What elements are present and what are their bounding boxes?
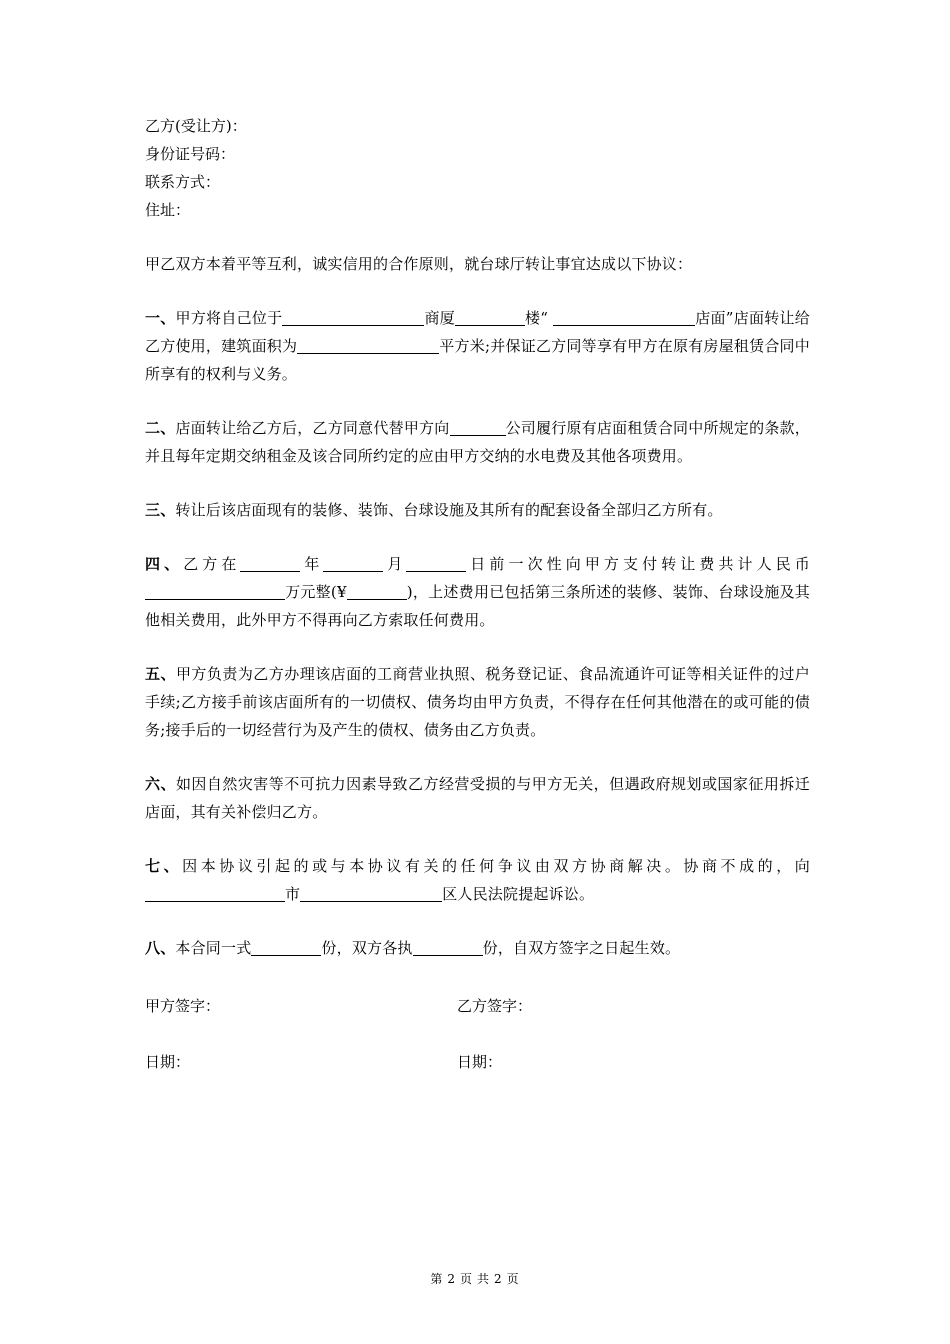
blank-shop-name <box>553 307 695 326</box>
party-b-contact-label: 联系方式： <box>145 173 221 191</box>
page-footer <box>0 1270 950 1287</box>
blank-location <box>282 307 424 326</box>
clause-text: 年 <box>300 555 324 573</box>
clause-text: 万元整(¥ <box>285 583 347 601</box>
clause-text: 乙方在 <box>183 555 241 573</box>
clause-text: 区人民法院提起诉讼。 <box>442 885 595 903</box>
date-row <box>145 1052 810 1072</box>
total-pages-number: 2 <box>494 1272 503 1286</box>
clause-text: 商厦 <box>424 309 455 327</box>
footer-text: 页 <box>506 1272 520 1286</box>
blank-year <box>240 553 300 572</box>
clause-text: 月 <box>383 555 407 573</box>
document-body <box>145 116 810 1072</box>
clause-text: 甲方负责为乙方办理该店面的工商营业执照、税务登记证、食品流通许可证等相关证件的过户手续;乙方接手前该店面所有的一切债权、债务均由甲方负责，不得存在任何其他潜在的或可能的债务;接手后的一切经营行为及产生的债权、债务由乙方负责。 <box>145 665 810 739</box>
clause-text: 楼“ <box>524 309 554 327</box>
footer-text: 页 <box>459 1272 473 1286</box>
blank-amount-words <box>145 581 285 600</box>
clause-text: 份，自双方签字之日起生效。 <box>482 939 681 957</box>
blank-copies-each <box>413 937 483 956</box>
clause-2 <box>145 414 810 470</box>
footer-text: 共 <box>477 1272 491 1286</box>
clause-number: 一、 <box>145 309 176 327</box>
clause-number: 六、 <box>145 775 176 793</box>
blank-month <box>323 553 383 572</box>
clause-number: 八、 <box>145 939 176 957</box>
clause-1 <box>145 304 810 388</box>
clause-3 <box>145 496 810 524</box>
clause-number: 七、 <box>145 857 183 875</box>
clause-5 <box>145 660 810 744</box>
party-b-id-label: 身份证号码： <box>145 145 236 163</box>
clause-text: )，上述费用已包括第三条所述的装修、装饰、台球设施及其他相关费用，此外甲方不得再向乙方索取任何费用。 <box>145 583 810 629</box>
party-b-address-label: 住址： <box>145 201 191 219</box>
blank-amount-number <box>347 581 407 600</box>
clause-number: 四、 <box>145 555 184 573</box>
clause-text: 份，双方各执 <box>321 939 413 957</box>
blank-district <box>300 883 442 902</box>
blank-city <box>145 883 285 902</box>
blank-company <box>450 417 506 436</box>
blank-day <box>406 553 466 572</box>
clause-number: 二、 <box>145 419 176 437</box>
party-b-signature-label: 乙方签字： <box>457 997 533 1015</box>
intro-paragraph: 甲乙双方本着平等互利，诚实信用的合作原则，就台球厅转让事宜达成以下协议： <box>145 255 693 273</box>
signature-row <box>145 996 810 1016</box>
clause-number: 三、 <box>145 501 176 519</box>
clause-4 <box>145 550 810 634</box>
blank-floor <box>455 307 525 326</box>
party-b-name-label: 乙方(受让方)： <box>145 117 247 135</box>
clause-text: 店面”店面转让给乙方使用，建筑面积为 <box>145 309 810 355</box>
party-b-date-label: 日期： <box>457 1053 503 1071</box>
footer-text: 第 <box>430 1272 444 1286</box>
clause-text: 市 <box>285 885 301 903</box>
clause-6 <box>145 770 810 826</box>
clause-text: 日前一次性向甲方支付转让费共计人民币 <box>466 555 811 573</box>
clause-text: 店面转让给乙方后，乙方同意代替甲方向 <box>175 419 450 437</box>
clause-8 <box>145 934 810 962</box>
blank-copies-total <box>251 937 321 956</box>
clause-text: 转让后该店面现有的装修、装饰、台球设施及其所有的配套设备全部归乙方所有。 <box>175 501 723 519</box>
clause-number: 五、 <box>145 665 176 683</box>
clause-text: 如因自然灾害等不可抗力因素导致乙方经营受损的与甲方无关，但遇政府规划或国家征用拆迁店面，其有关补偿归乙方。 <box>145 775 810 821</box>
party-a-date-label: 日期： <box>145 1053 191 1071</box>
clause-7 <box>145 852 810 908</box>
clause-text: 公司履行原有店面租赁合同中所规定的条款，并且每年定期交纳租金及该合同所约定的应由甲方交纳的水电费及其他各项费用。 <box>145 419 810 465</box>
clause-text: 因本协议引起的或与本协议有关的任何争议由双方协商解决。协商不成的，向 <box>182 857 810 875</box>
current-page-number: 2 <box>447 1272 456 1286</box>
clause-text: 平方米;并保证乙方同等享有甲方在原有房屋租赁合同中所享有的权利与义务。 <box>145 337 810 383</box>
blank-area <box>297 335 439 354</box>
clause-text: 本合同一式 <box>175 939 252 957</box>
party-a-signature-label: 甲方签字： <box>145 997 221 1015</box>
clause-text: 甲方将自己位于 <box>175 309 283 327</box>
